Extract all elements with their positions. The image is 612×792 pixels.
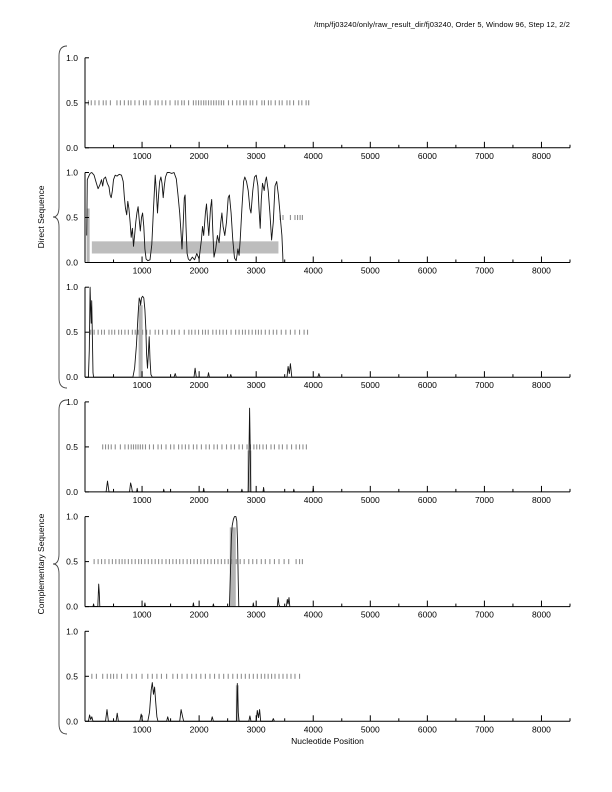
codon-markers [91,330,308,335]
x-tick-label: 1000 [132,494,152,505]
x-tick-label: 4000 [303,609,323,620]
x-tick-label: 3000 [246,265,266,276]
complementary-sequence-label: Complementary Sequence [36,513,46,615]
panel-5-complementary [66,512,570,620]
x-tick-label: 7000 [474,380,494,391]
panel-1-direct [66,53,570,161]
x-tick-label: 6000 [417,609,437,620]
axes [85,287,570,377]
y-tick-label: 1.0 [66,167,78,178]
axes [85,631,570,721]
x-tick-label: 8000 [532,380,551,391]
x-tick-label: 2000 [189,609,209,620]
x-tick-label: 3000 [246,609,266,620]
codon-markers [94,559,302,564]
x-tick-label: 4000 [303,724,323,735]
direct-sequence-brace [53,46,67,388]
y-tick-label: 0.5 [66,97,78,108]
y-tick-label: 0.0 [66,716,78,727]
codon-markers [280,215,302,220]
x-tick-label: 2000 [189,265,209,276]
x-tick-label: 8000 [532,265,551,276]
x-tick-label: 7000 [474,265,494,276]
probability-curve [88,683,274,722]
x-tick-label: 8000 [532,494,551,505]
codon-markers [92,674,300,679]
x-tick-label: 3000 [246,150,266,161]
x-tick-label: 5000 [360,380,380,391]
y-tick-label: 1.0 [66,396,78,407]
x-tick-label: 5000 [360,265,380,276]
x-tick-label: 5000 [360,609,380,620]
x-tick-label: 2000 [189,494,209,505]
x-tick-label: 8000 [532,724,551,735]
x-tick-label: 7000 [474,150,494,161]
x-tick-label: 6000 [417,265,437,276]
x-tick-label: 7000 [474,724,494,735]
x-tick-label: 1000 [132,265,152,276]
x-tick-label: 3000 [246,380,266,391]
x-tick-label: 5000 [360,150,380,161]
x-tick-label: 8000 [532,150,551,161]
x-tick-label: 3000 [246,494,266,505]
panel-3-direct [66,282,570,390]
x-tick-label: 4000 [303,380,323,391]
x-tick-label: 2000 [189,150,209,161]
panel-2-direct [66,168,570,276]
y-tick-label: 0.0 [66,486,78,497]
y-tick-label: 1.0 [66,282,78,293]
x-tick-label: 1000 [132,380,152,391]
x-tick-label: 6000 [417,150,437,161]
panel-4-complementary [66,397,570,505]
axes [85,517,570,607]
y-tick-label: 0.0 [66,142,78,153]
x-tick-label: 4000 [303,265,323,276]
x-tick-label: 1000 [132,150,152,161]
x-tick-label: 6000 [417,380,437,391]
y-tick-label: 1.0 [66,52,78,63]
x-tick-label: 6000 [417,724,437,735]
x-tick-label: 7000 [474,494,494,505]
x-tick-label: 7000 [474,609,494,620]
x-tick-label: 2000 [189,724,209,735]
x-tick-label: 4000 [303,494,323,505]
direct-sequence-label: Direct Sequence [36,185,46,249]
y-tick-label: 0.0 [66,372,78,383]
shaded-region [92,241,279,253]
y-tick-label: 0.5 [66,671,78,682]
y-tick-label: 0.5 [66,556,78,567]
x-tick-label: 8000 [532,609,551,620]
y-tick-label: 1.0 [66,511,78,522]
y-tick-label: 0.5 [66,327,78,338]
x-tick-label: 6000 [417,494,437,505]
x-axis-title: Nucleotide Position [291,736,364,746]
x-tick-label: 3000 [246,724,266,735]
y-tick-label: 1.0 [66,626,78,637]
complementary-sequence-brace [53,400,67,734]
y-tick-label: 0.0 [66,601,78,612]
spike-shadow [139,305,143,377]
probability-curve [106,408,314,492]
x-tick-label: 5000 [360,724,380,735]
y-tick-label: 0.5 [66,441,78,452]
panel-6-complementary [66,626,570,734]
y-tick-label: 0.5 [66,212,78,223]
x-tick-label: 1000 [132,609,152,620]
x-tick-label: 5000 [360,494,380,505]
x-tick-label: 4000 [303,150,323,161]
codon-markers [103,444,307,449]
codon-markers [88,100,308,105]
x-tick-label: 1000 [132,724,152,735]
x-tick-label: 2000 [189,380,209,391]
y-tick-label: 0.0 [66,257,78,268]
plot-title: /tmp/fj03240/only/raw_result_dir/fj03240, Order 5, Window 96, Step 12, 2/2 [314,20,570,29]
